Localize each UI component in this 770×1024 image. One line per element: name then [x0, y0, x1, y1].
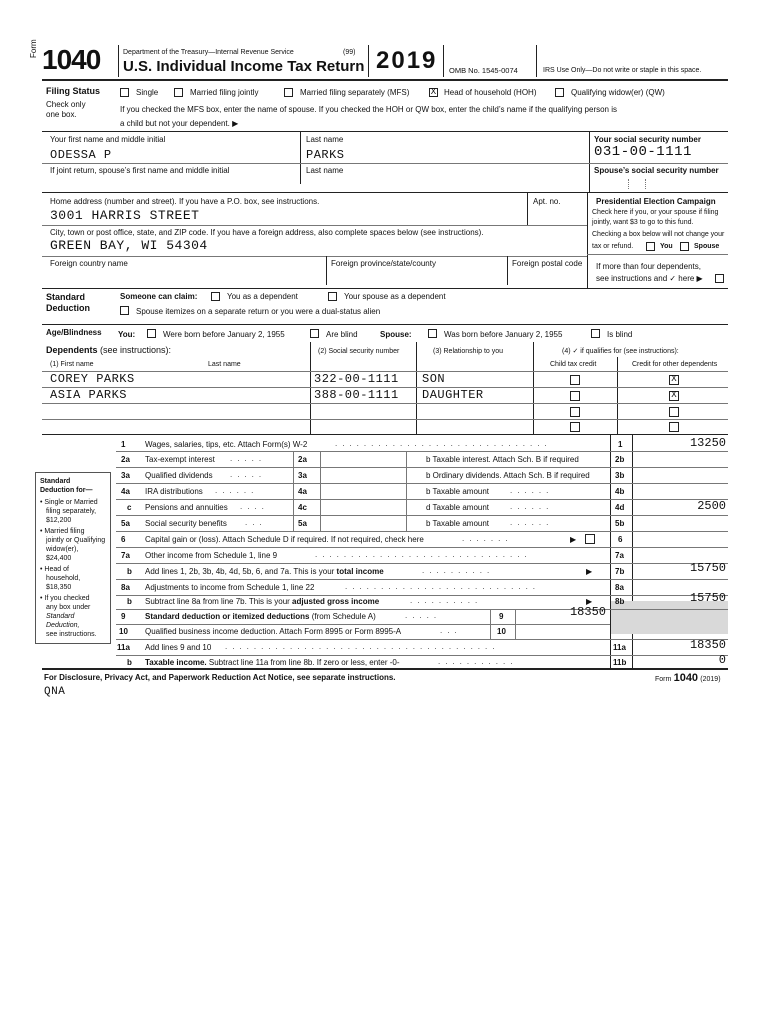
sidebar-item: see instructions.: [46, 631, 97, 638]
first-name-label: Your first name and middle initial: [50, 135, 166, 144]
dependent-ctc-checkbox[interactable]: [570, 391, 580, 401]
sidebar-item: • Single or Married: [40, 499, 98, 506]
more-deps-1: If more than four dependents,: [596, 262, 701, 271]
dependents-label: [46, 345, 171, 355]
dependent-relationship[interactable]: SON: [422, 372, 446, 386]
form-title: U.S. Individual Income Tax Return: [123, 58, 365, 75]
line-7b-amount[interactable]: 15750: [689, 561, 726, 575]
leader-dots: ......: [215, 486, 259, 495]
leader-dots: ......: [510, 518, 554, 527]
more-deps-2: see instructions and ✓ here ▶: [596, 274, 703, 283]
omb-number: OMB No. 1545-0074: [449, 66, 518, 75]
line-9-bold: Standard deduction or itemized deductions: [145, 612, 310, 621]
line-number: 1: [121, 440, 126, 449]
line-number: 6: [121, 535, 126, 544]
form-footer: [0, 670, 770, 710]
age-spouse-label: Spouse:: [380, 330, 412, 339]
you-born-label: Were born before January 2, 1955: [163, 330, 285, 339]
form-label: Form: [29, 39, 38, 58]
first-name-value[interactable]: ODESSA P: [50, 148, 112, 162]
home-address-label: Home address (number and street). If you have a P.O. box, see instructions.: [50, 197, 320, 206]
dependent-cod-checkbox[interactable]: [669, 422, 679, 432]
leader-dots: ......: [510, 502, 554, 511]
you-blind-label: Are blind: [326, 330, 358, 339]
campaign-line-3: Checking a box below will not change your: [592, 231, 725, 238]
address-section: [0, 192, 770, 288]
line-text: [145, 658, 400, 668]
dep-col-ctc: Child tax credit: [550, 361, 597, 368]
name-section: [0, 132, 770, 192]
sidebar-item: • Married filing: [40, 528, 85, 535]
leader-dots: ..........: [422, 566, 495, 575]
shaded-area: [611, 601, 728, 634]
foreign-country-label: Foreign country name: [50, 259, 128, 268]
arrow-icon: ▶: [586, 597, 593, 606]
leader-dots: ......................................: [225, 642, 500, 651]
campaign-line-2: jointly, want $3 to go to this fund.: [592, 219, 694, 226]
ssn-label: Your social security number: [594, 135, 701, 144]
sidebar-item: Standard: [46, 613, 75, 620]
spouse-first-label: If joint return, spouse’s first name and middle initial: [50, 166, 230, 175]
dependent-cod-checkbox[interactable]: X: [669, 391, 679, 401]
leader-dots: ...........: [438, 657, 518, 666]
line-right-text: d Taxable amount: [426, 503, 490, 512]
line-text: Tax-exempt interest: [145, 455, 215, 464]
sidebar-title-1: Standard: [40, 478, 71, 485]
sidebar-item: widow(er),: [46, 546, 79, 553]
sidebar-item: any box under: [46, 604, 91, 611]
line-text: [145, 612, 376, 622]
line-number: 5a: [121, 519, 130, 528]
apt-label: Apt. no.: [533, 197, 561, 206]
foreign-province-label: Foreign province/state/county: [331, 259, 436, 268]
line-6-checkbox[interactable]: [585, 534, 595, 544]
line-4d-amount[interactable]: 2500: [697, 499, 726, 513]
dependent-relationship[interactable]: DAUGHTER: [422, 388, 484, 402]
line-box-label: 7a: [615, 551, 624, 560]
last-name-label: Last name: [306, 135, 344, 144]
leader-dots: ...........................: [345, 582, 541, 591]
line-box-label: 3a: [298, 471, 307, 480]
street-value[interactable]: 3001 HARRIS STREET: [50, 208, 200, 223]
leader-dots: ..........: [410, 596, 483, 605]
dependent-cod-checkbox[interactable]: X: [669, 375, 679, 385]
line-box-label: 4a: [298, 487, 307, 496]
line-8b-bold: adjusted gross income: [292, 597, 380, 606]
line-number: b: [127, 658, 132, 667]
filing-status-label: Filing Status: [46, 86, 100, 96]
spouse-itemizes-label: Spouse itemizes on a separate return or you were a dual-status alien: [136, 307, 381, 316]
sidebar-item: jointly or Qualifying: [46, 537, 106, 544]
campaign-spouse-checkbox[interactable]: [680, 242, 689, 251]
dependent-ssn[interactable]: 388-00-1111: [314, 388, 399, 402]
single-label: Single: [136, 88, 159, 97]
line-11b-text: Subtract line 11a from line 8b. If zero or less, enter -0-: [208, 658, 400, 667]
line-box-label: 7b: [615, 567, 625, 576]
leader-dots: .....: [405, 611, 442, 620]
sidebar-item: $12,200: [46, 517, 72, 524]
age-you-label: You:: [118, 330, 136, 339]
leader-dots: .....: [230, 470, 267, 479]
leader-dots: ..............................: [335, 439, 552, 448]
line-box-label: 8b: [615, 597, 625, 606]
mfs-checkbox[interactable]: [284, 88, 293, 97]
form-code: (99): [343, 49, 356, 56]
line-9-text: (from Schedule A): [311, 612, 376, 621]
leader-dots: .....: [230, 454, 267, 463]
form-header: [0, 0, 770, 82]
line-number: 11a: [117, 643, 130, 652]
line-box-label: 3b: [615, 471, 625, 480]
line-number: 2a: [121, 455, 130, 464]
line-text: Social security benefits: [145, 519, 227, 528]
line-text: [145, 567, 384, 577]
privacy-notice: For Disclosure, Privacy Act, and Paperwork Reduction Act Notice, see separate instructions.: [44, 673, 396, 682]
hoh-checkbox[interactable]: X: [430, 87, 437, 97]
line-number: 8a: [121, 583, 130, 592]
dep-col-last: Last name: [208, 361, 241, 368]
line-8b-amount[interactable]: 15750: [689, 591, 726, 605]
line-number: b: [127, 597, 132, 606]
footer-form-year: (2019): [700, 676, 721, 683]
leader-dots: .......: [462, 534, 513, 543]
dependent-ctc-checkbox[interactable]: [570, 375, 580, 385]
age-label: Age/Blindness: [46, 328, 102, 337]
leader-dots: ....: [240, 502, 269, 511]
line-box-label: 4c: [298, 503, 307, 512]
dep-col-rel: (3) Relationship to you: [433, 348, 504, 355]
line-box-label: 2b: [615, 455, 625, 464]
line-number: 7a: [121, 551, 130, 560]
campaign-line-4: tax or refund.: [592, 243, 634, 250]
campaign-line-1: Check here if you, or your spouse if filing: [592, 209, 719, 216]
dependent-name[interactable]: COREY PARKS: [50, 372, 135, 386]
arrow-icon: ▶: [570, 535, 577, 544]
sidebar-item: • If you checked: [40, 595, 90, 602]
line-number: 3a: [121, 471, 130, 480]
sidebar-item: Deduction,: [46, 622, 80, 629]
line-box-label: 5a: [298, 519, 307, 528]
qw-label: Qualifying widow(er) (QW): [571, 88, 665, 97]
dependent-ssn[interactable]: 322-00-1111: [314, 372, 399, 386]
campaign-you-checkbox[interactable]: [646, 242, 655, 251]
dependents-label-sub: (see instructions):: [100, 345, 172, 355]
filing-status-note-2: a child but not your dependent. ▶: [120, 119, 239, 128]
spouse-ssn-label: Spouse’s social security number: [594, 166, 719, 175]
campaign-you-label: You: [660, 243, 673, 250]
line-11b-bold: Taxable income.: [145, 658, 207, 667]
line-number: 4a: [121, 487, 130, 496]
line-text: [145, 597, 379, 607]
spouse-dependent-label: Your spouse as a dependent: [344, 292, 446, 301]
dep-col-check: (4) ✓ if qualifies for (see instructions):: [562, 348, 679, 355]
line-1-amount[interactable]: 13250: [689, 436, 726, 450]
dependent-cod-checkbox[interactable]: [669, 407, 679, 417]
line-text: Wages, salaries, tips, etc. Attach Form(s) W-2: [145, 440, 308, 449]
dep-col-ssn: (2) Social security number: [318, 348, 400, 355]
spouse-last-label: Last name: [306, 166, 344, 175]
more-deps-checkbox[interactable]: [715, 274, 724, 283]
last-name-value[interactable]: PARKS: [306, 148, 345, 162]
leader-dots: ..............................: [315, 550, 532, 559]
line-box-label: 4d: [615, 503, 625, 512]
spouse-ssn-sep-2: [645, 179, 646, 189]
spouse-dependent-checkbox[interactable]: [328, 292, 337, 301]
line-box-label: 11b: [613, 658, 627, 667]
sidebar-title-2: Deduction for—: [40, 487, 93, 494]
footer-stamp: QNA: [44, 686, 66, 698]
line-text: Qualified dividends: [145, 471, 213, 480]
footer-form-no: 1040: [673, 672, 699, 684]
line-right-text: b Taxable amount: [426, 519, 490, 528]
std-deduction-sidebar: [35, 472, 111, 644]
line-11b-amount[interactable]: 0: [718, 653, 726, 667]
line-box-label: 10: [497, 627, 506, 636]
footer-form-word: Form: [655, 676, 672, 683]
line-box-label: 5b: [615, 519, 625, 528]
dep-col-first: (1) First name: [50, 361, 94, 368]
campaign-spouse-label: Spouse: [694, 243, 720, 250]
spouse-blind-checkbox[interactable]: [591, 329, 600, 338]
dependents-section: [0, 342, 770, 434]
line-right-text: b Taxable interest. Attach Sch. B if required: [426, 455, 579, 464]
line-box-label: 4b: [615, 487, 625, 496]
dependent-name[interactable]: ASIA PARKS: [50, 388, 128, 402]
mfj-checkbox[interactable]: [174, 88, 183, 97]
line-box-label: 1: [618, 440, 623, 449]
line-box-label: 8a: [615, 583, 624, 592]
sidebar-item: filing separately,: [46, 508, 97, 515]
mfj-label: Married filing jointly: [190, 88, 259, 97]
someone-can-claim: Someone can claim:: [120, 292, 198, 301]
city-value[interactable]: GREEN BAY, WI 54304: [50, 238, 208, 253]
you-dependent-checkbox[interactable]: [211, 292, 220, 301]
standard-label-1: Standard: [46, 292, 86, 302]
line-text: Add lines 9 and 10: [145, 643, 212, 652]
line-text: IRA distributions: [145, 487, 203, 496]
dependents-label-bold: Dependents: [46, 345, 98, 355]
you-dependent-label: You as a dependent: [227, 292, 298, 301]
mfs-label: Married filing separately (MFS): [300, 88, 410, 97]
foreign-postal-label: Foreign postal code: [512, 259, 583, 268]
spouse-born-checkbox[interactable]: [428, 329, 437, 338]
line-7b-text: Add lines 1, 2b, 3b, 4b, 4d, 5b, 6, and 7a. This is your: [145, 567, 335, 576]
line-box-label: 6: [618, 535, 623, 544]
spouse-itemizes-checkbox[interactable]: [120, 306, 129, 315]
sidebar-item: $24,400: [46, 555, 72, 562]
sidebar-item: $18,350: [46, 584, 72, 591]
line-text: Capital gain or (loss). Attach Schedule D if required. If not required, check here: [145, 535, 424, 544]
filing-status-section: [0, 82, 770, 132]
standard-label-2: Deduction: [46, 303, 90, 313]
line-text: Adjustments to income from Schedule 1, line 22: [145, 583, 315, 592]
city-label: City, town or post office, state, and ZIP code. If you have a foreign address, also complete spaces below (see instructions).: [50, 228, 484, 237]
campaign-title: Presidential Election Campaign: [596, 197, 716, 206]
spouse-ssn-sep-1: [628, 179, 629, 189]
spouse-born-label: Was born before January 2, 1955: [444, 330, 563, 339]
form-number: 1040: [42, 44, 101, 75]
leader-dots: ......: [510, 486, 554, 495]
line-9-amount[interactable]: 18350: [569, 605, 606, 619]
filing-status-note-1: If you checked the MFS box, enter the name of spouse. If you checked the HOH or QW box, enter the child’s name if the qualifying person is: [120, 105, 617, 114]
ssn-value[interactable]: 031-00-1111: [594, 144, 692, 160]
filing-status-sub-1: Check only: [46, 100, 86, 109]
line-text: Pensions and annuities: [145, 503, 228, 512]
tax-year: 2019: [376, 47, 438, 74]
age-blindness-section: [0, 324, 770, 342]
you-blind-checkbox[interactable]: [310, 329, 319, 338]
department-text: Department of the Treasury—Internal Revenue Service: [123, 49, 294, 56]
you-born-checkbox[interactable]: [147, 329, 156, 338]
sidebar-item: household,: [46, 575, 81, 582]
line-text: Qualified business income deduction. Attach Form 8995 or Form 8995-A: [145, 627, 402, 636]
line-7b-bold: total income: [336, 567, 384, 576]
line-11a-amount[interactable]: 18350: [689, 638, 726, 652]
line-number: 9: [121, 612, 126, 621]
footer-form-ref: [655, 673, 721, 685]
leader-dots: ...: [440, 626, 462, 635]
dependent-ctc-checkbox[interactable]: [570, 407, 580, 417]
line-right-text: b Taxable amount: [426, 487, 490, 496]
line-right-text: b Ordinary dividends. Attach Sch. B if required: [426, 471, 590, 480]
line-number: c: [127, 503, 132, 512]
line-number: b: [127, 567, 132, 576]
single-checkbox[interactable]: [120, 88, 129, 97]
spouse-blind-label: Is blind: [607, 330, 633, 339]
qw-checkbox[interactable]: [555, 88, 564, 97]
line-box-label: 2a: [298, 455, 307, 464]
standard-deduction-section: [0, 288, 770, 324]
line-box-label: 11a: [613, 643, 626, 652]
arrow-icon: ▶: [586, 567, 593, 576]
hoh-label: Head of household (HOH): [444, 88, 537, 97]
dep-col-cod: Credit for other dependents: [632, 361, 718, 368]
leader-dots: ...: [245, 518, 267, 527]
sidebar-item: • Head of: [40, 566, 69, 573]
dependent-ctc-checkbox[interactable]: [570, 422, 580, 432]
line-number: 10: [119, 627, 128, 636]
irs-use-only: IRS Use Only—Do not write or staple in this space.: [543, 67, 702, 74]
income-section: [0, 434, 770, 668]
line-8b-text: Subtract line 8a from line 7b. This is your: [145, 597, 290, 606]
filing-status-sub-2: one box.: [46, 110, 77, 119]
line-text: Other income from Schedule 1, line 9: [145, 551, 278, 560]
line-box-label: 9: [499, 612, 504, 621]
